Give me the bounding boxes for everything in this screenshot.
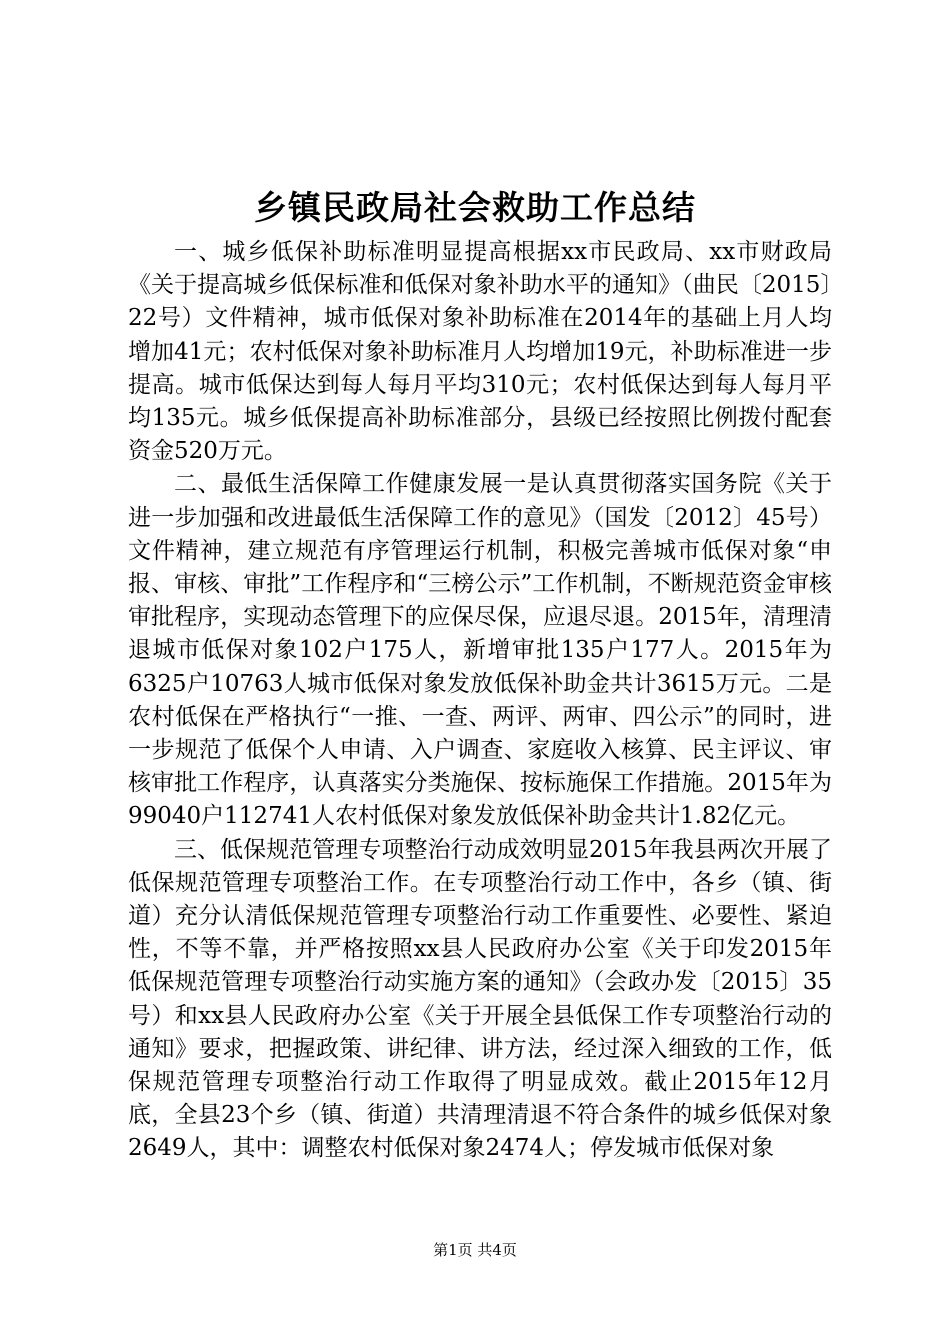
paragraph-3: 三、低保规范管理专项整治行动成效明显2015年我县两次开展了低保规范管理专项整治工作。在专项整治行动工作中，各乡（镇、街道）充分认清低保规范管理专项整治行动工作重要性、必要性、紧迫性，不等不靠，并严格按照xx县人民政府办公室《关于印发2015年低保规范管理专项整治行动实施方案的通知》（会政办发〔2015〕35号）和xx县人民政府办公室《关于开展全县低保工作专项整治行动的通知》要求，把握政策、讲纪律、讲方法，经过深入细致的工作，低保规范管理专项整治行动工作取得了明显成效。截止2015年12月底，全县23个乡（镇、街道）共清理清退不符合条件的城乡低保对象2649人，其中：调整农村低保对象2474人；停发城市低保对象 bbox=[128, 836, 832, 1162]
paragraph-1: 一、城乡低保补助标准明显提高根据xx市民政局、xx市财政局《关于提高城乡低保标准和低保对象补助水平的通知》（曲民〔2015〕22号）文件精神，城市低保对象补助标准在2014年的基础上月人均增加41元；农村低保对象补助标准月人均增加19元，补助标准进一步提高。城市低保达到每人每月平均310元；农村低保达到每人每月平均135元。城乡低保提高补助标准部分，县级已经按照比例拨付配套资金520万元。 bbox=[128, 239, 832, 465]
document-body bbox=[128, 236, 832, 1166]
paragraph-2: 二、最低生活保障工作健康发展一是认真贯彻落实国务院《关于进一步加强和改进最低生活保障工作的意见》（国发〔2012〕45号）文件精神，建立规范有序管理运行机制，积极完善城市低保对象“申报、审核、审批”工作程序和“三榜公示”工作机制，不断规范资金审核审批程序，实现动态管理下的应保尽保，应退尽退。2015年，清理清退城市低保对象102户175人，新增审批135户177人。2015年为6325户10763人城市低保对象发放低保补助金共计3615万元。二是农村低保在严格执行“一推、一查、两评、两审、四公示”的同时，进一步规范了低保个人申请、入户调查、家庭收入核算、民主评议、审核审批工作程序，认真落实分类施保、按标施保工作措施。2015年为99040户112741人农村低保对象发放低保补助金共计1.82亿元。 bbox=[128, 471, 832, 830]
page-number-footer: 第1页 共4页 bbox=[433, 1241, 517, 1259]
document-title: 乡镇民政局社会救助工作总结 bbox=[254, 188, 696, 227]
